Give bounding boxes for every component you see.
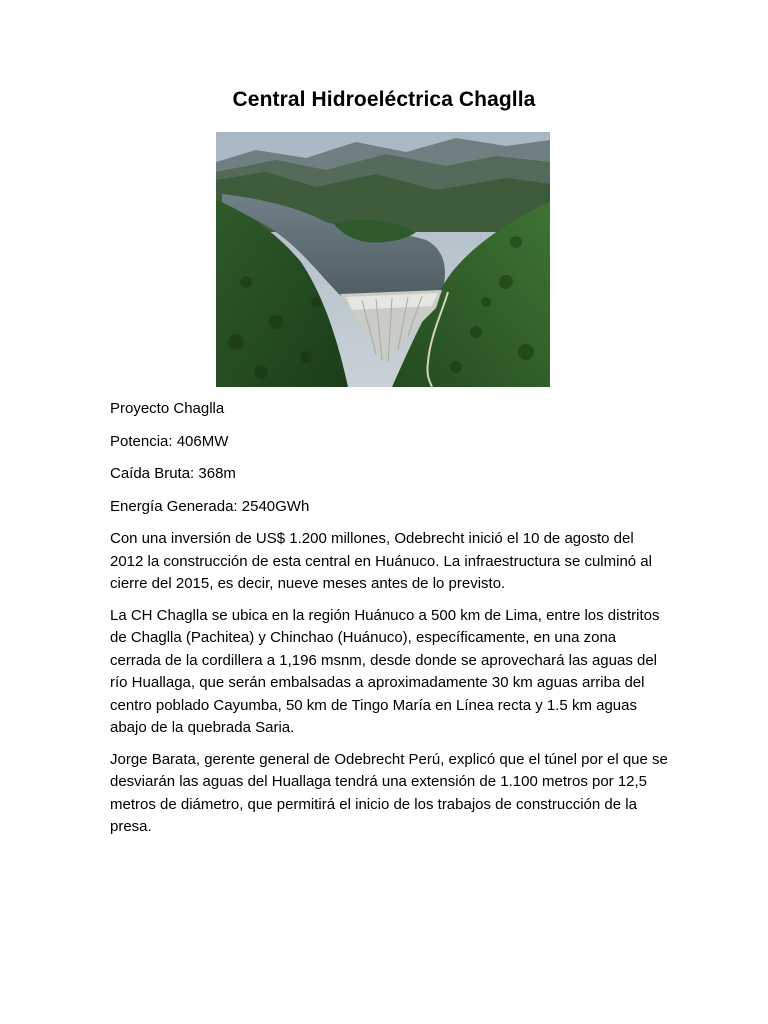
paragraph-inversion: Con una inversión de US$ 1.200 millones, Odebrecht inició el 10 de agosto del 2012 la construcción de esta central en Huánuco. La infraestructura se culminó al cierre del 2015, es decir, nueve meses antes de lo previsto. bbox=[110, 530, 652, 592]
dam-landscape-image bbox=[216, 132, 550, 387]
dam-photo bbox=[216, 132, 550, 387]
document-body bbox=[110, 398, 670, 848]
field-potencia: Potencia: 406MW bbox=[110, 432, 229, 450]
paragraph-tunel: Jorge Barata, gerente general de Odebrecht Perú, explicó que el túnel por el que se desviarán las aguas del Huallaga tendrá una extensión de 1.100 metros por 12,5 metros de diámetro, que permitirá el inicio de los trabajos de construcción de la presa. bbox=[110, 750, 668, 835]
field-proyecto: Proyecto Chaglla bbox=[110, 400, 225, 417]
field-caida-bruta: Caída Bruta: 368m bbox=[110, 465, 236, 482]
field-energia-generada: Energía Generada: 2540GWh bbox=[110, 497, 310, 515]
page-title: Central Hidroeléctrica Chaglla bbox=[232, 88, 536, 111]
paragraph-ubicacion: La CH Chaglla se ubica en la región Huánuco a 500 km de Lima, entre los distritos de Chaglla (Pachitea) y Chinchao (Huánuco), específicamente, en una zona cerrada de la cordillera a 1,196 msnm, desde donde se aprovechará las aguas del río Huallaga, que serán embalsadas a aproximadamente 30 km aguas arriba del centro poblado Cayumba, 50 km de Tingo María en Línea recta y 1.5 km aguas abajo de la quebrada Saria. bbox=[110, 606, 660, 736]
